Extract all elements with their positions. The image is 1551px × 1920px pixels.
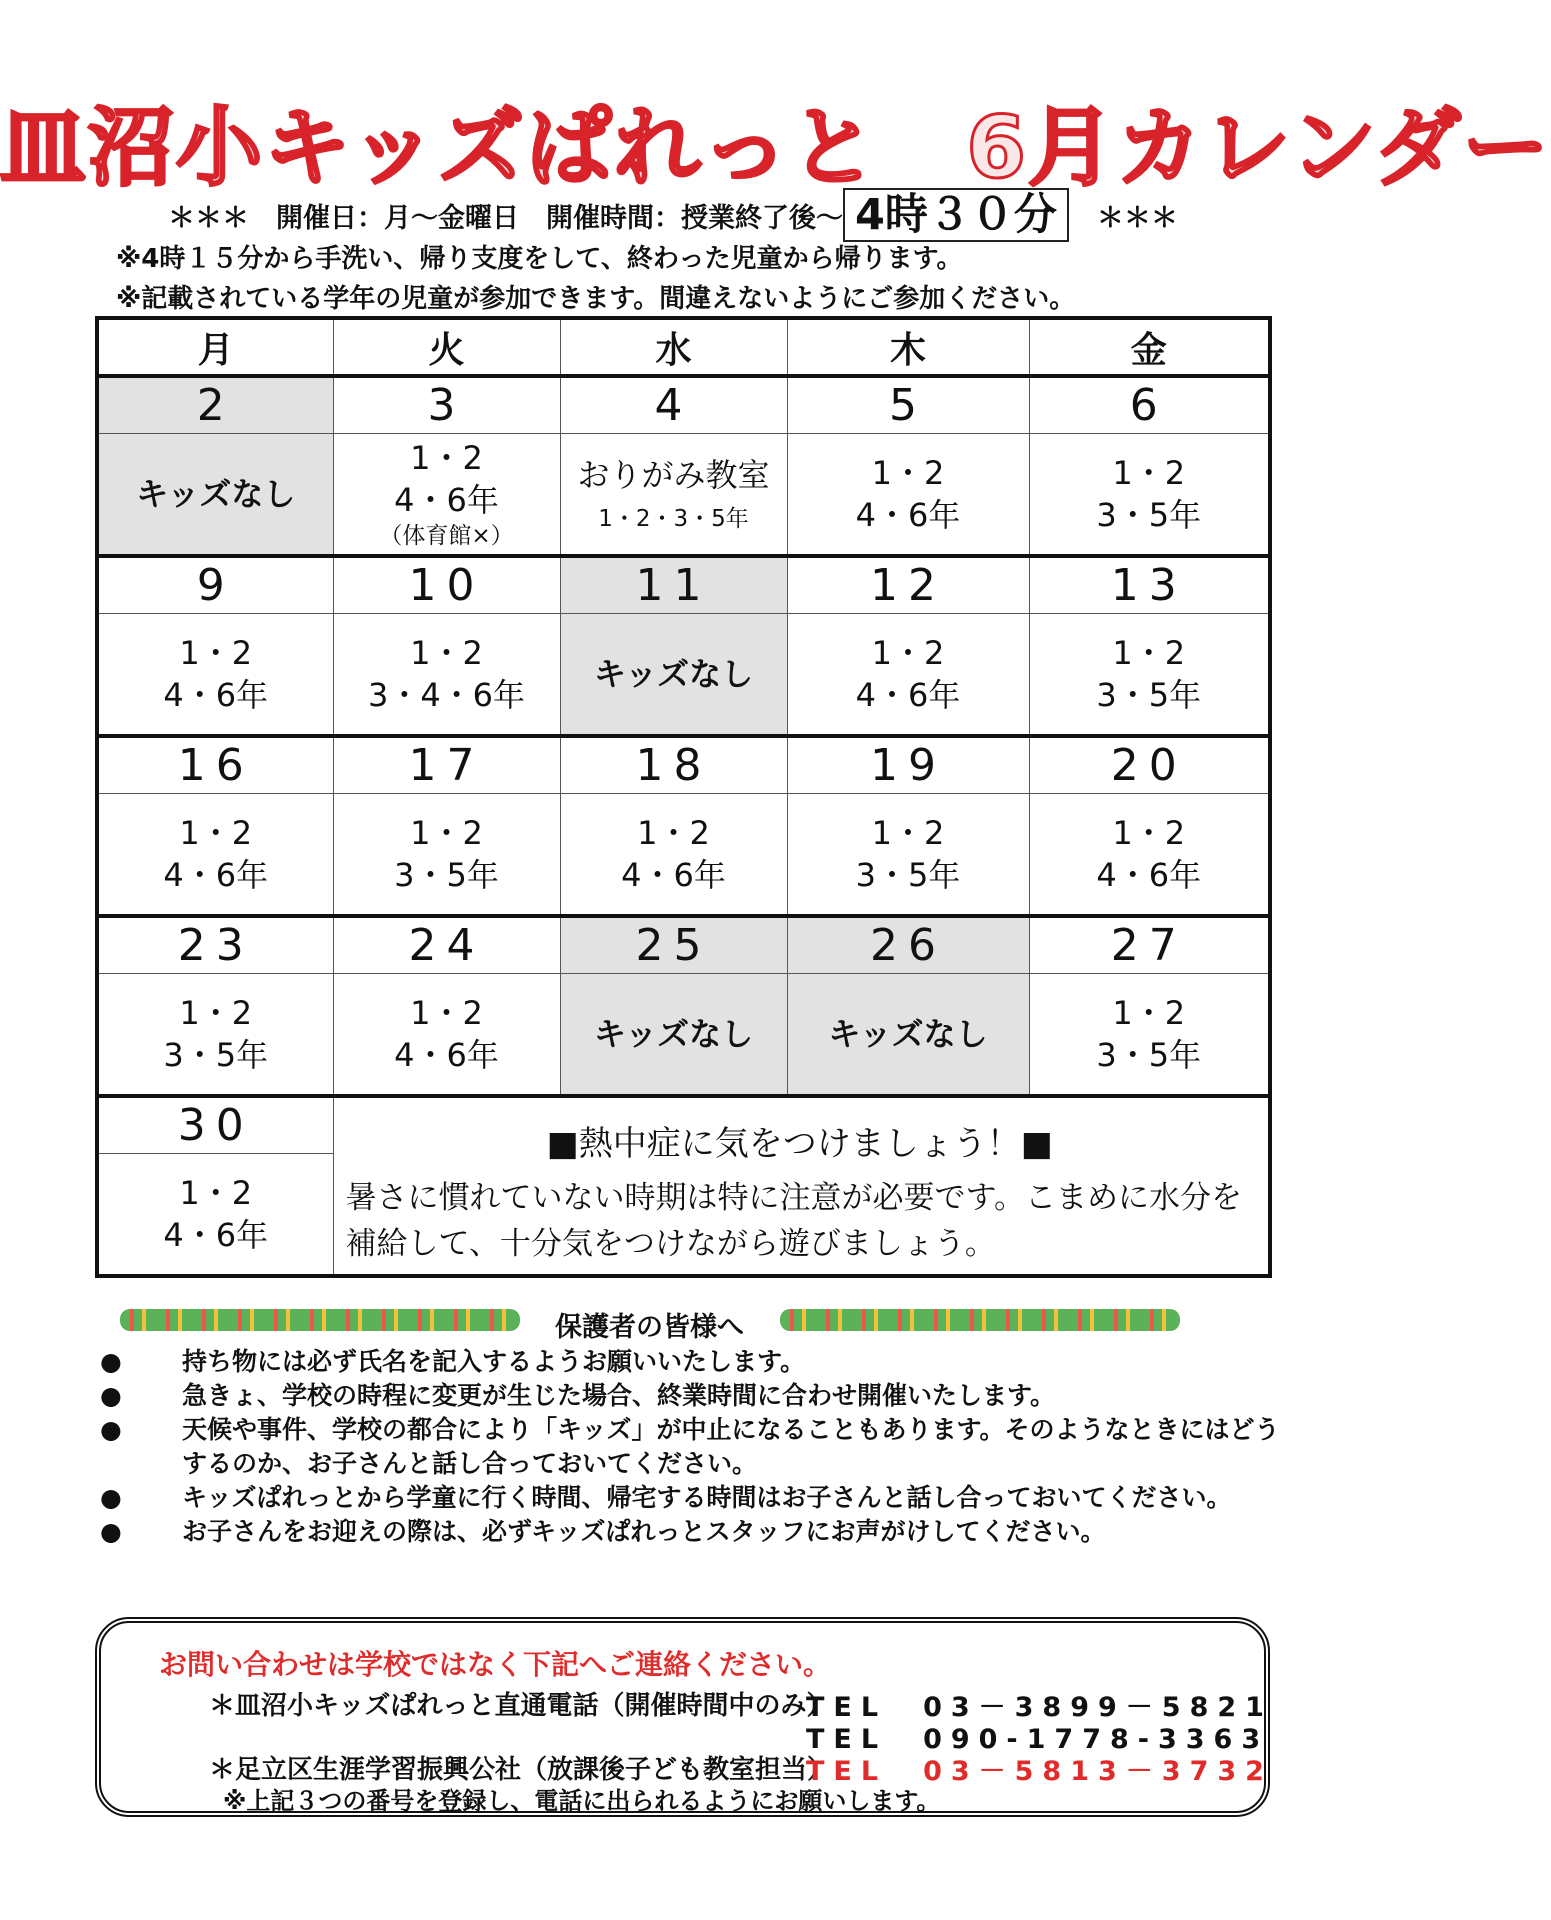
week-5-dates bbox=[97, 1096, 1270, 1154]
register-numbers-note: ※上記３つの番号を登録し、電話に出られるようにお願いします。 bbox=[223, 1787, 941, 1815]
grade-line: 3・5年 bbox=[163, 1036, 269, 1074]
grade-cell bbox=[97, 974, 333, 1097]
grade-line: 1・2 bbox=[410, 814, 483, 852]
grade-line: 1・2 bbox=[179, 994, 253, 1032]
list-item bbox=[100, 1345, 1280, 1379]
bullet-icon: ● bbox=[100, 1483, 122, 1512]
grade-line: 3・5年 bbox=[855, 856, 961, 894]
date-cell: 4 bbox=[560, 376, 787, 434]
no-kids-cell: キッズなし bbox=[97, 434, 333, 557]
week-1-info bbox=[97, 434, 1270, 557]
date-cell: 20 bbox=[1029, 736, 1270, 794]
list-item bbox=[100, 1481, 1280, 1515]
weekday-thu: 木 bbox=[787, 318, 1029, 376]
grade-line: 1・2・3・5年 bbox=[598, 506, 749, 532]
grade-line: 1・2 bbox=[410, 439, 483, 477]
notice-title: ■熱中症に気をつけましょう！■ bbox=[546, 1124, 1053, 1164]
page-title: 皿沼小キッズぱれっと 6月カレンダー bbox=[0, 98, 1551, 198]
week-1-dates bbox=[97, 376, 1270, 434]
no-kids-cell: キッズなし bbox=[787, 974, 1029, 1097]
grade-line: 4・6年 bbox=[394, 481, 499, 519]
phone-number-1: TEL 03－3899－5821 bbox=[806, 1692, 1273, 1723]
date-cell: 12 bbox=[787, 556, 1029, 614]
guardians-heading: 保護者の皆様へ bbox=[555, 1312, 744, 1343]
origami-cell bbox=[560, 434, 787, 557]
grade-line: 1・2 bbox=[410, 994, 483, 1032]
bullet-icon: ● bbox=[100, 1517, 122, 1546]
floral-divider-right bbox=[780, 1309, 1180, 1331]
grade-cell bbox=[333, 434, 560, 557]
gym-note: （体育館×） bbox=[379, 523, 514, 549]
date-cell: 13 bbox=[1029, 556, 1270, 614]
date-cell: 27 bbox=[1029, 916, 1270, 974]
weekday-header-row bbox=[97, 318, 1270, 376]
hours-prefix: ＊＊＊ 開催日：月～金曜日 開催時間：授業終了後～ bbox=[168, 202, 843, 234]
note-line-1: ※4時１５分から手洗い、帰り支度をして、終わった児童から帰ります。 bbox=[116, 244, 963, 274]
list-item-text: お子さんをお迎えの際は、必ずキッズぱれっとスタッフにお声がけしてください。 bbox=[182, 1517, 1106, 1546]
week-4-info bbox=[97, 974, 1270, 1097]
grade-line: 4・6年 bbox=[163, 856, 269, 894]
phone-number-3: TEL 03－5813－3732 bbox=[806, 1756, 1273, 1787]
grade-line: 4・6年 bbox=[621, 856, 726, 894]
no-kids-cell: キッズなし bbox=[560, 974, 787, 1097]
grade-line: 1・2 bbox=[871, 814, 945, 852]
grade-line: 4・6年 bbox=[394, 1036, 499, 1074]
hours-suffix: ＊＊＊ bbox=[1096, 202, 1178, 234]
grade-line: 1・2 bbox=[1112, 994, 1186, 1032]
week-4-dates bbox=[97, 916, 1270, 974]
guardian-notes-list bbox=[100, 1345, 1280, 1549]
grade-line: 3・4・6年 bbox=[367, 676, 526, 714]
grade-line: 1・2 bbox=[179, 1174, 253, 1212]
grade-cell bbox=[1029, 974, 1270, 1097]
grade-cell bbox=[1029, 794, 1270, 917]
grade-cell bbox=[1029, 434, 1270, 557]
grade-line: 1・2 bbox=[179, 634, 253, 672]
bullet-icon: ● bbox=[100, 1381, 122, 1410]
grade-cell bbox=[333, 974, 560, 1097]
date-cell: 19 bbox=[787, 736, 1029, 794]
event-name: おりがみ教室 bbox=[577, 456, 770, 494]
list-item bbox=[100, 1379, 1280, 1413]
grade-line: 3・5年 bbox=[1096, 496, 1202, 534]
date-cell: 24 bbox=[333, 916, 560, 974]
week-2-info bbox=[97, 614, 1270, 737]
date-cell: 9 bbox=[97, 556, 333, 614]
grade-line: 1・2 bbox=[637, 814, 710, 852]
no-kids-cell: キッズなし bbox=[560, 614, 787, 737]
grade-line: 3・5年 bbox=[394, 856, 499, 894]
grade-cell bbox=[787, 794, 1029, 917]
date-cell: 16 bbox=[97, 736, 333, 794]
grade-line: 1・2 bbox=[410, 634, 483, 672]
week-3-info bbox=[97, 794, 1270, 917]
closing-time-box: 4時３０分 bbox=[843, 188, 1069, 242]
note-line-2: ※記載されている学年の児童が参加できます。間違えないようにご参加ください。 bbox=[116, 284, 1076, 314]
grade-line: 1・2 bbox=[179, 814, 253, 852]
grade-cell bbox=[787, 614, 1029, 737]
list-item-text: キッズぱれっとから学童に行く時間、帰宅する時間はお子さんと話し合っておいてください。 bbox=[182, 1483, 1232, 1512]
calendar-table bbox=[95, 316, 1272, 1278]
grade-line: 4・6年 bbox=[1096, 856, 1202, 894]
heatstroke-notice bbox=[333, 1096, 1270, 1276]
grade-cell bbox=[97, 1154, 333, 1277]
list-item bbox=[100, 1413, 1280, 1481]
list-item-text: 持ち物には必ず氏名を記入するようお願いいたします。 bbox=[182, 1347, 806, 1376]
bullet-icon: ● bbox=[100, 1347, 122, 1376]
grade-line: 4・6年 bbox=[163, 1216, 269, 1254]
hours-line bbox=[168, 188, 1178, 242]
date-cell: 23 bbox=[97, 916, 333, 974]
phone-number-2: TEL 090-1778-3363 bbox=[806, 1724, 1270, 1755]
grade-cell bbox=[787, 434, 1029, 557]
grade-cell bbox=[97, 794, 333, 917]
weekday-wed: 水 bbox=[560, 318, 787, 376]
list-item bbox=[100, 1515, 1280, 1549]
foundation-label: ＊足立区生涯学習振興公社（放課後子ども教室担当） bbox=[209, 1755, 834, 1785]
contact-box bbox=[95, 1617, 1273, 1817]
date-cell: 3 bbox=[333, 376, 560, 434]
notice-body: 暑さに慣れていない時期は特に注意が必要です。こまめに水分を補給して、十分気をつけながら遊びましょう。 bbox=[345, 1180, 1243, 1262]
date-cell: 6 bbox=[1029, 376, 1270, 434]
grade-cell bbox=[97, 614, 333, 737]
grade-line: 3・5年 bbox=[1096, 1036, 1202, 1074]
date-cell: 10 bbox=[333, 556, 560, 614]
grade-line: 4・6年 bbox=[163, 676, 269, 714]
weekday-fri: 金 bbox=[1029, 318, 1270, 376]
date-cell: 18 bbox=[560, 736, 787, 794]
date-cell: 30 bbox=[97, 1096, 333, 1154]
date-cell: 17 bbox=[333, 736, 560, 794]
kids-direct-line-label: ＊皿沼小キッズぱれっと直通電話（開催時間中のみ） bbox=[209, 1691, 833, 1721]
date-cell: 25 bbox=[560, 916, 787, 974]
grade-line: 4・6年 bbox=[855, 496, 961, 534]
weekday-mon: 月 bbox=[97, 318, 333, 376]
grade-cell bbox=[333, 614, 560, 737]
grade-line: 1・2 bbox=[1112, 454, 1186, 492]
date-cell: 2 bbox=[97, 376, 333, 434]
week-3-dates bbox=[97, 736, 1270, 794]
bullet-icon: ● bbox=[100, 1415, 122, 1444]
grade-cell bbox=[333, 794, 560, 917]
grade-cell bbox=[1029, 614, 1270, 737]
grade-line: 1・2 bbox=[1112, 634, 1186, 672]
grade-line: 4・6年 bbox=[855, 676, 961, 714]
date-cell: 26 bbox=[787, 916, 1029, 974]
list-item-text: 急きょ、学校の時程に変更が生じた場合、終業時間に合わせ開催いたします。 bbox=[182, 1381, 1056, 1410]
grade-line: 1・2 bbox=[871, 454, 945, 492]
weekday-tue: 火 bbox=[333, 318, 560, 376]
grade-cell bbox=[560, 794, 787, 917]
floral-divider-left bbox=[120, 1309, 520, 1331]
grade-line: 1・2 bbox=[871, 634, 945, 672]
list-item-text: 天候や事件、学校の都合により「キッズ」が中止になることもあります。そのようなときにはどうするのか、お子さんと話し合っておいてください。 bbox=[182, 1415, 1280, 1478]
grade-line: 3・5年 bbox=[1096, 676, 1202, 714]
contact-heading: お問い合わせは学校ではなく下記へご連絡ください。 bbox=[159, 1648, 832, 1681]
date-cell: 11 bbox=[560, 556, 787, 614]
week-2-dates bbox=[97, 556, 1270, 614]
date-cell: 5 bbox=[787, 376, 1029, 434]
grade-line: 1・2 bbox=[1112, 814, 1186, 852]
